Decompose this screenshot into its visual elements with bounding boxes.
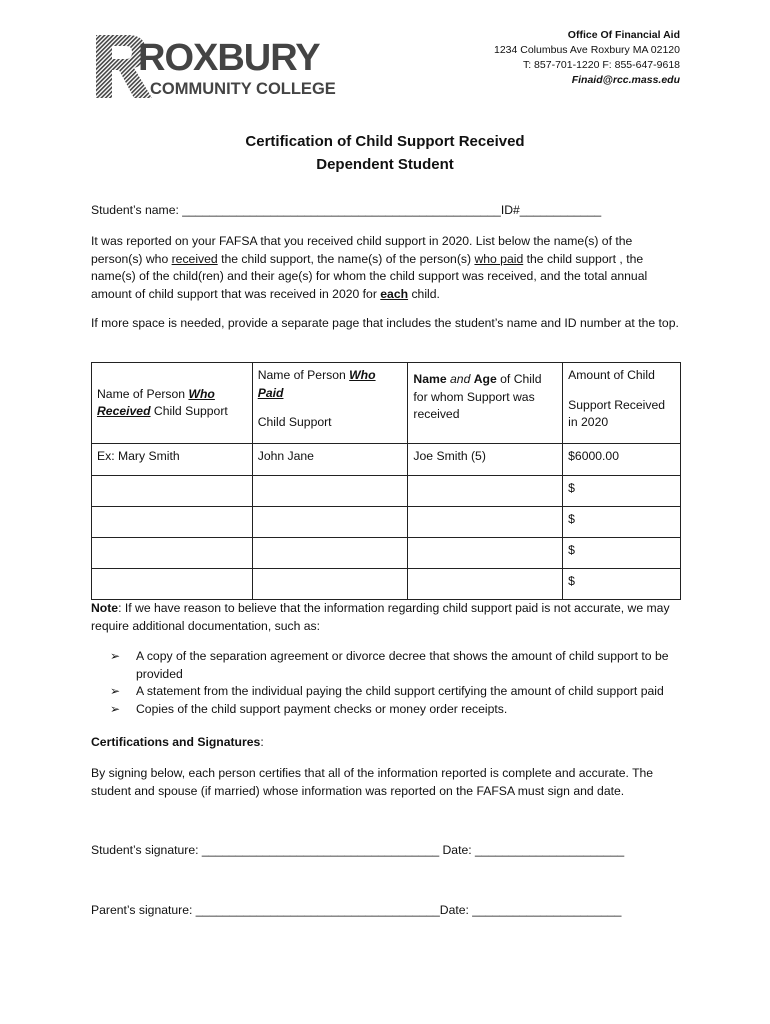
received-cell[interactable] bbox=[92, 476, 253, 507]
note-paragraph bbox=[91, 600, 683, 635]
office-name: Office Of Financial Aid bbox=[567, 29, 680, 41]
note-label: Note bbox=[91, 601, 119, 615]
intro-text-4: child. bbox=[408, 286, 440, 301]
logo-wordmark: ROXBURY bbox=[138, 37, 320, 79]
table-row bbox=[92, 444, 681, 476]
header-paid bbox=[252, 363, 408, 444]
office-email: Finaid@rcc.mass.edu bbox=[571, 74, 680, 86]
office-address-block bbox=[494, 28, 680, 88]
child-cell[interactable] bbox=[408, 569, 563, 600]
arrow-bullet-icon: ➢ bbox=[110, 649, 121, 663]
paid-cell[interactable] bbox=[252, 569, 408, 600]
title-line-2: Dependent Student bbox=[316, 156, 454, 173]
note-text: : If we have reason to believe that the information regarding child support paid is not accurate, we may require additional documentation, such as: bbox=[91, 601, 670, 633]
header-child-age: Age bbox=[473, 372, 497, 386]
child-support-table bbox=[91, 362, 681, 600]
list-item-text: A copy of the separation agreement or divorce decree that shows the amount of child support to be provided bbox=[136, 649, 669, 681]
student-name-label: Student’s name: bbox=[91, 203, 183, 217]
paid-cell[interactable] bbox=[252, 538, 408, 569]
parent-signature-line[interactable]: Parent’s signature: ____________________________________Date: ______________________ bbox=[91, 903, 622, 917]
amount-cell[interactable]: $ bbox=[563, 569, 681, 600]
list-item-text: A statement from the individual paying the child support certifying the amount of child support paid bbox=[136, 684, 664, 698]
header-paid-suffix: Child Support bbox=[257, 415, 332, 429]
child-cell[interactable] bbox=[408, 507, 563, 538]
list-item bbox=[110, 701, 682, 719]
logo-subtitle: COMMUNITY COLLEGE bbox=[150, 80, 336, 98]
header-child bbox=[408, 363, 563, 444]
amount-cell[interactable]: $ bbox=[563, 507, 681, 538]
example-received: Ex: Mary Smith bbox=[92, 444, 253, 476]
certifications-heading bbox=[91, 734, 683, 752]
example-paid: John Jane bbox=[252, 444, 408, 476]
intro-text-1: It was reported on your FAFSA that you received child support in 2020. List below the name(s) of the person(s) who bbox=[91, 234, 633, 266]
header-paid-emph: Who Paid bbox=[257, 368, 376, 400]
header-amount-line1: Amount of Child bbox=[568, 368, 655, 382]
student-id-label: ID# bbox=[500, 203, 520, 217]
student-signature-line[interactable]: Student’s signature: ___________________________________ Date: ______________________ bbox=[91, 843, 625, 857]
table-header-row bbox=[92, 363, 681, 444]
header-received-emph: Received bbox=[97, 404, 151, 418]
student-id-field[interactable]: ____________ bbox=[519, 203, 602, 217]
table-row bbox=[92, 569, 681, 600]
student-name-field[interactable]: _______________________________________________ bbox=[182, 203, 501, 217]
intro-text-3: the child support , the name(s) of the child(ren) and their age(s) for whom the child support was received, and the total annual amount of child support that was received in 2020 for bbox=[91, 251, 648, 301]
office-phone: T: 857-701-1220 F: 855-647-9618 bbox=[522, 59, 680, 71]
space-note: If more space is needed, provide a separate page that includes the student’s name and ID number at the top. bbox=[91, 316, 679, 330]
office-street: 1234 Columbus Ave Roxbury MA 02120 bbox=[493, 44, 680, 56]
child-cell[interactable] bbox=[408, 476, 563, 507]
intro-underline-received: received bbox=[171, 251, 218, 266]
header-amount-line2: Support Received in 2020 bbox=[568, 397, 666, 429]
table-row bbox=[92, 476, 681, 507]
child-cell[interactable] bbox=[408, 538, 563, 569]
list-item-text: Copies of the child support payment checks or money order receipts. bbox=[136, 701, 508, 716]
received-cell[interactable] bbox=[92, 538, 253, 569]
list-item bbox=[110, 648, 682, 683]
received-cell[interactable] bbox=[92, 507, 253, 538]
intro-underline-who-paid: who paid bbox=[474, 251, 524, 266]
certification-paragraph: By signing below, each person certifies that all of the information reported is complete and accurate. The student and spouse (if married) whose information was reported on the FAFSA must sign and date. bbox=[91, 766, 654, 798]
college-logo bbox=[94, 32, 346, 102]
table-row bbox=[92, 538, 681, 569]
paid-cell[interactable] bbox=[252, 476, 408, 507]
example-child: Joe Smith (5) bbox=[408, 444, 563, 476]
student-name-line bbox=[91, 202, 683, 220]
amount-cell[interactable]: $ bbox=[563, 476, 681, 507]
header-received bbox=[92, 363, 253, 444]
title-line-1: Certification of Child Support Received bbox=[245, 133, 525, 150]
header-paid-text: Name of Person bbox=[257, 368, 350, 382]
header-child-name: Name bbox=[413, 372, 447, 386]
received-cell[interactable] bbox=[92, 569, 253, 600]
certifications-heading-colon: : bbox=[260, 735, 264, 749]
intro-text-2: the child support, the name(s) of the person(s) bbox=[217, 251, 475, 266]
example-amount: $6000.00 bbox=[563, 444, 681, 476]
roxbury-logo-icon bbox=[94, 32, 346, 102]
header-received-suffix: Child Support bbox=[150, 404, 228, 418]
header-received-who: Who bbox=[188, 386, 215, 401]
header-received-text: Name of Person bbox=[97, 386, 189, 401]
certifications-heading-text: Certifications and Signatures bbox=[91, 735, 261, 749]
header-amount bbox=[563, 363, 681, 444]
intro-paragraph bbox=[91, 233, 683, 303]
list-item bbox=[110, 683, 682, 701]
arrow-bullet-icon: ➢ bbox=[110, 701, 121, 716]
table-row bbox=[92, 507, 681, 538]
header-child-text: of Child for whom Support was received bbox=[413, 372, 542, 421]
paid-cell[interactable] bbox=[252, 507, 408, 538]
amount-cell[interactable]: $ bbox=[563, 538, 681, 569]
documentation-list bbox=[110, 648, 682, 718]
header-child-and: and bbox=[446, 372, 474, 386]
intro-underline-each: each bbox=[380, 286, 409, 301]
arrow-bullet-icon: ➢ bbox=[110, 684, 121, 698]
document-title bbox=[0, 130, 770, 176]
